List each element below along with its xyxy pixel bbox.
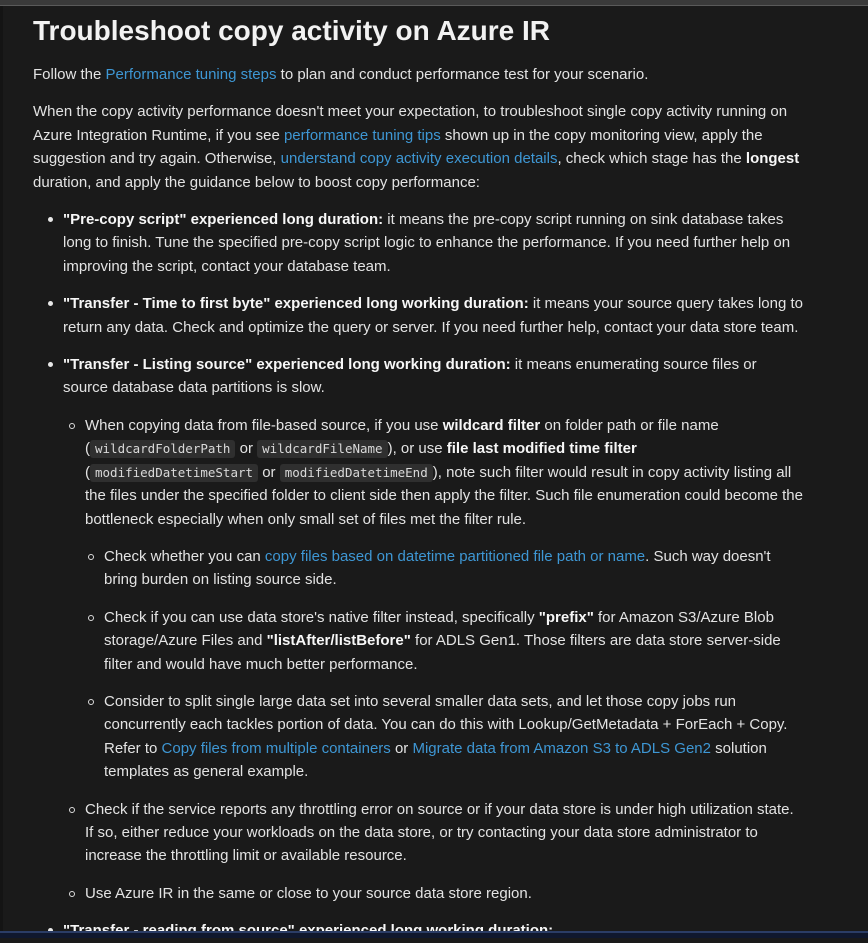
bullet-circle-icon: [69, 423, 75, 429]
text-run: shown up in the copy monitoring view, apply the suggestion and try again. Otherwise,: [33, 126, 763, 168]
window-left-edge: [0, 6, 3, 931]
bold-text: "Transfer - Time to first byte" experienced long working duration:: [63, 295, 529, 313]
list-item-level-3: [33, 690, 804, 784]
list-item-level-2: [33, 882, 804, 905]
text-run: Check if the service reports any throttling error on source or if your data store is under high utilization state. If so, either reduce your workloads on the data store, or try contacting your data store administrator to increase the throttling limit or available resource.: [85, 800, 794, 865]
window-top-edge: [0, 0, 868, 6]
bullet-disc-icon: [48, 362, 53, 367]
bold-text: file last modified time filter: [446, 440, 637, 458]
article: [0, 15, 868, 943]
code-span: wildcardFolderPath: [90, 440, 235, 458]
text-run: for ADLS Gen1. Those filters are data store server-side filter and would have much better performance.: [104, 632, 781, 673]
list-item-level-1: [33, 208, 804, 278]
list-item-level-1: [33, 292, 804, 339]
text-run: ), or use: [387, 440, 447, 458]
bold-text: longest: [745, 150, 800, 168]
text-run: or: [235, 440, 258, 458]
paragraph: [33, 63, 804, 86]
text-run: When copying data from file-based source, if you use: [85, 416, 443, 434]
bullet-disc-icon: [48, 301, 53, 306]
text-run: . Such way doesn't bring burden on listing source side.: [104, 547, 771, 589]
text-run: Consider to split single large data set into several smaller data sets, and let those copy jobs run concurrently each tackles portion of data. You can do this with Lookup/GetMetadata + ForEach + Copy. Refer to: [104, 692, 788, 757]
bullet-circle-icon: [69, 891, 75, 897]
text-run: for Amazon S3/Azure Blob storage/Azure Files and: [104, 608, 774, 650]
bold-text: "Transfer - Listing source" experienced long working duration:: [63, 356, 511, 374]
bold-text: "Pre-copy script" experienced long duration:: [63, 211, 384, 229]
doc-link[interactable]: Migrate data from Amazon S3 to ADLS Gen2: [412, 739, 711, 757]
paragraph: [33, 100, 804, 194]
list-item-level-2: [33, 414, 804, 531]
code-span: modifiedDatetimeStart: [90, 464, 258, 482]
text-run: solution templates as general example.: [104, 739, 767, 781]
bullet-circle-icon: [88, 554, 94, 560]
code-span: wildcardFileName: [257, 440, 387, 458]
text-run: , check which stage has the: [557, 150, 746, 168]
list-item-level-2: [33, 798, 804, 868]
doc-link[interactable]: Performance tuning steps: [105, 66, 277, 83]
page-title: Troubleshoot copy activity on Azure IR: [33, 15, 551, 46]
bullet-circle-icon: [88, 615, 94, 621]
text-run: it means enumerating source files or source database data partitions is slow.: [63, 356, 757, 397]
bold-text: "listAfter/listBefore": [266, 632, 411, 650]
bold-text: wildcard filter: [442, 416, 541, 434]
list-item-level-1: [33, 353, 804, 400]
text-run: When the copy activity performance doesn't meet your expectation, to troubleshoot single copy activity running on Azure Integration Runtime, if you see: [33, 103, 788, 144]
text-run: Follow the: [33, 66, 106, 83]
text-run: Use Azure IR in the same or close to your source data store region.: [85, 884, 532, 902]
doc-link[interactable]: copy files based on datetime partitioned file path or name: [264, 547, 646, 565]
text-run: or: [258, 463, 280, 481]
doc-link[interactable]: Copy files from multiple containers: [161, 739, 391, 757]
bullet-disc-icon: [48, 217, 53, 222]
bullet-circle-icon: [88, 699, 94, 705]
text-run: (: [85, 463, 90, 481]
text-run: duration, and apply the guidance below to boost copy performance:: [33, 173, 480, 191]
article-body: [33, 63, 804, 943]
list-item-level-3: [33, 606, 804, 676]
code-span: modifiedDatetimeEnd: [280, 464, 433, 482]
text-run: it means your source query takes long to return any data. Check and optimize the query or server. If you need further help, contact your data store team.: [63, 295, 804, 336]
bullet-circle-icon: [69, 807, 75, 813]
doc-link[interactable]: performance tuning tips: [283, 126, 441, 144]
text-run: or: [390, 739, 413, 757]
text-run: to plan and conduct performance test for your scenario.: [276, 66, 649, 83]
list-item-level-3: [33, 545, 804, 592]
text-run: Check whether you can: [104, 547, 265, 565]
doc-link[interactable]: understand copy activity execution details: [280, 150, 558, 168]
text-run: ), note such filter would result in copy activity listing all the files under the specified folder to client side then apply the filter. Such file enumeration could become the bottleneck especially when only small set of files met the filter rule.: [85, 463, 803, 528]
bold-text: "prefix": [538, 608, 594, 626]
window-bottom-edge: [0, 931, 868, 938]
text-run: on folder path or file name (: [85, 416, 719, 458]
text-run: it means the pre-copy script running on sink database takes long to finish. Tune the specified pre-copy script logic to enhance the performance. If you need further help on improving the script, contact your database team.: [63, 211, 791, 275]
text-run: Check if you can use data store's native filter instead, specifically: [104, 608, 539, 626]
